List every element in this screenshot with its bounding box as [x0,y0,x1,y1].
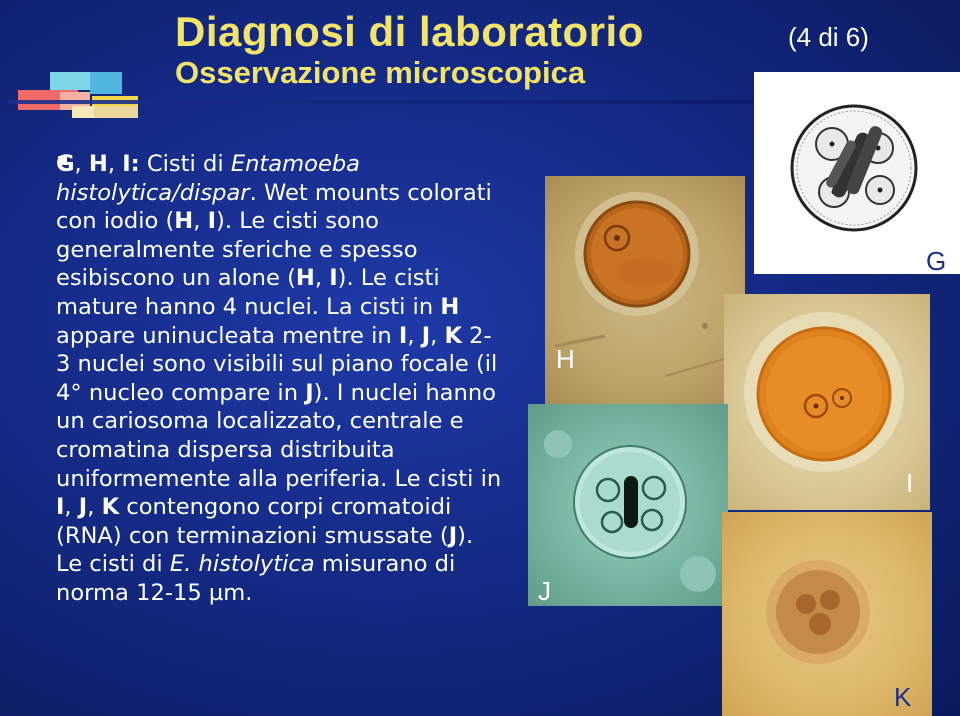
text-span: , [74,151,89,177]
text-span: 2-3 nuclei sono visibili sul piano focale (il 4° nucleo compare in [56,322,498,406]
text-span: ). Le cisti sono generalmente sferiche e spesso esibiscono un alone ( [56,208,418,292]
slide-subtitle: Osservazione microscopica [175,55,586,90]
text-span: , [64,494,79,521]
text-span: ). Le cisti mature hanno 4 nuclei. La cisti in [56,265,441,320]
text-bold: J [421,322,431,349]
text-span: , [87,494,102,521]
figure-label-i: I [906,468,914,498]
cyst-i-icon [724,294,930,510]
text-bold: I: [122,151,140,177]
text-span: , [430,322,445,349]
text-bold: I [207,208,217,235]
text-italic: E. histolytica [169,551,315,578]
text-span: ). Le cisti di [56,522,474,578]
text-span: , [107,151,123,177]
cyst-h-icon [545,176,745,404]
cyst-drawing-icon [754,72,960,274]
text-bold: I [398,322,408,349]
header-divider [8,100,756,104]
figure-label-h: H [556,344,575,374]
text-bold: I [56,494,65,521]
image-g-cyst-drawing [754,72,960,274]
text-span: , [314,265,330,292]
text-bold: H [88,151,108,177]
text-bold: J [78,494,88,521]
text-bold: J [448,522,458,549]
text-span: , [407,322,422,349]
text-bold: K [444,322,462,349]
image-h-cyst-photo [545,176,745,404]
text-italic: Entamoeba histolytica/dispar [56,151,361,206]
description-paragraph [56,150,506,608]
deco-block-blue [90,72,122,94]
text-bold: H [295,265,315,292]
deco-block-beige [92,106,138,118]
figure-label-g: G [926,246,947,276]
text-span: ). I nuclei hanno un cariosoma localizzato, centrale e cromatina dispersa distribuita uniformemente alla periferia. Le cisti in [56,379,502,492]
deco-block-cream [72,106,94,118]
text-bold: H [174,208,194,235]
text-bold: G [56,151,75,177]
text-bold: I [329,265,338,292]
text-span: . Wet mounts colorati con iodio ( [56,179,492,235]
text-span: misurano di norma 12-15 µm. [56,551,456,606]
image-i-cyst-photo [724,294,930,510]
figure-label-j: J [538,576,551,606]
page-counter: (4 di 6) [788,22,869,52]
text-span: contengono corpi cromatoidi (RNA) con terminazioni smussate ( [56,494,452,549]
image-j-cyst-photo [528,404,728,606]
text-span: Cisti di [139,151,231,177]
figure-label-k: K [894,682,912,712]
text-span: appare uninucleata mentre in [56,322,399,349]
text-bold: K [101,494,120,521]
cyst-j-icon [528,404,728,606]
slide-title: Diagnosi di laboratorio [175,8,644,55]
text-span: , [193,208,208,235]
text-bold: J [305,379,314,406]
text-bold: H [440,293,460,320]
